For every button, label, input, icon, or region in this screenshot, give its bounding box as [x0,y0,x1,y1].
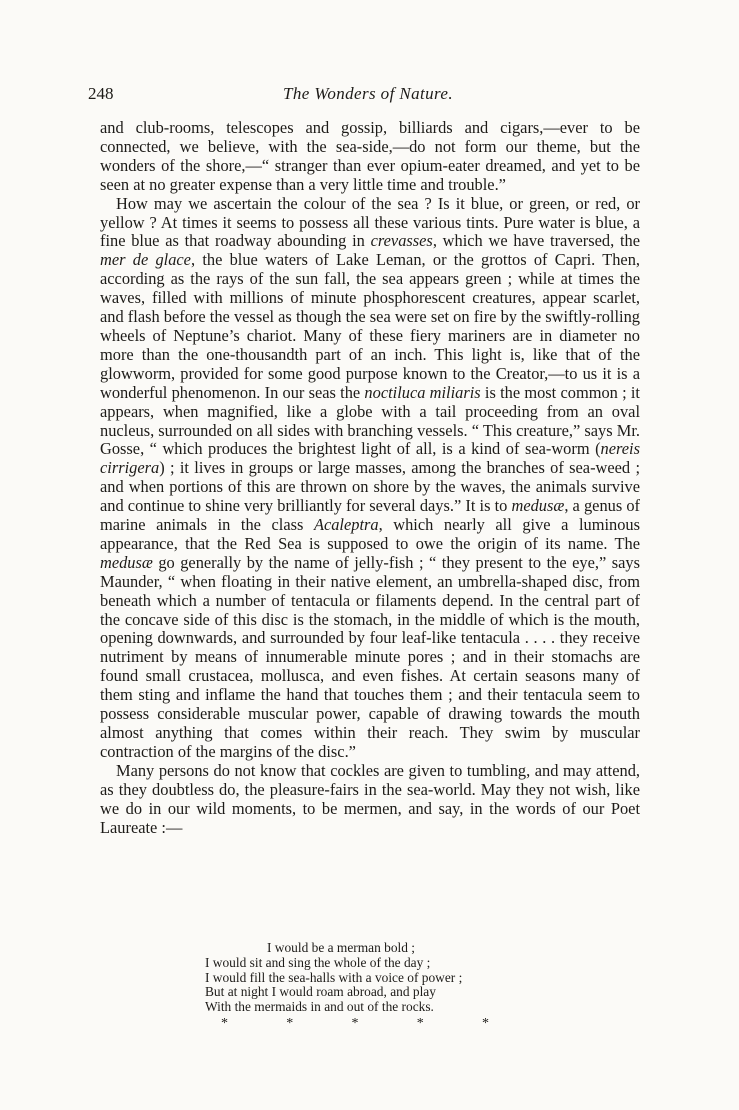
running-title: The Wonders of Nature. [283,84,453,103]
text-run: ) ; it lives in groups or large masses, among the branches of sea-weed ; and when portions of this are thrown on shore by the waves, the animals survive and continue to shine very brilliantly for several days.” It is to [100,458,640,516]
italic-term: nereis cirrigera [100,439,640,478]
text-run: go generally by the name of jelly-fish ; “ they present to the eye,” says Maunder, “ when floating in their native element, an umbrella-shaped disc, from beneath which a number of tentacula or filaments depend. In the central part of the concave side of this disc is the stomach, in the middle of which is the mouth, opening downwards, and surrounded by four leaf-like tentacula . . . . they receive nutriment by means of innumerable minute pores ; and in their stomachs are found small crustacea, mollusca, and even fishes. At certain seasons many of them sting and inflame the hand that touches them ; and their tentacula seem to possess considerable muscular power, capable of drawing towards the mouth almost anything that comes within their reach. They swim by muscular contraction of the margins of the disc.” [100,552,640,761]
italic-term: medusæ [100,552,153,572]
poem-line: I would fill the sea-halls with a voice of power ; [205,969,463,985]
text-run: , which nearly all give a luminous appearance, that the Red Sea is supposed to owe the origin of its name. The [100,515,640,553]
text-run: is the most common ; it appears, when magnified, like a globe with a tail proceeding from an oval nucleus, surrounded on all sides with branching vessels. “ This creature,” says Mr. Gosse, “ which produces the brightest light of all, is a kind of sea-worm ( [100,382,640,459]
italic-term: mer de glace [100,250,191,270]
text-run: and club-rooms, telescopes and gossip, billiards and cigars,—ever to be connected, we believe, with the sea-side,—do not form our theme, but the wonders of the shore,—“ stranger than ever opium-eater dreamed, and yet to be seen at no greater expense than a very little time and trouble.” [100,118,640,194]
paragraph [100,119,640,195]
star-mark: * [351,1016,359,1031]
page-header [88,84,648,106]
star-mark: * [482,1016,489,1031]
text-run: , the blue waters of Lake Leman, or the grottos of Capri. Then, according as the rays of the sun fall, the sea appears green ; while at times the waves, filled with millions of minute phosphorescent creatures, appear scarlet, and flash before the vessel as though the sea were set on fire by the swiftly-rolling wheels of Neptune’s chariot. Many of these fiery mariners are in diameter no more than the one-thousandth part of an inch. This light is, like that of the glowworm, provided for some good purpose known to the Creator,—to us it is a wonderful phenomenon. In our seas the [100,250,640,402]
italic-term: Acaleptra [313,515,379,535]
body-text [100,119,640,837]
italic-term: noctiluca miliaris [364,382,481,402]
poem-quotation [205,941,525,1015]
text-run: Many persons do not know that cockles are given to tumbling, and may attend, as they doubtless do, the pleasure-fairs in the sea-world. May they not wish, like we do in our wild moments, to be mermen, and say, in the words of our Poet Laureate :— [100,760,640,837]
text-run: , a genus of marine animals in the class [100,496,641,535]
star-mark: * [286,1016,294,1031]
italic-term: medusæ [511,496,565,516]
paragraph [100,195,640,762]
poem-line: But at night I would roam abroad, and play [205,984,436,1000]
paragraph [100,762,640,838]
poem-line: With the mermaids in and out of the rocks. [205,999,434,1015]
star-mark: * [221,1016,228,1031]
italic-term: crevasses [370,231,433,251]
text-run: , which we have traversed, the [432,231,640,251]
text-run: How may we ascertain the colour of the sea ? Is it blue, or green, or red, or yellow ? At times it seems to possess all these various tints. Pure water is blue, a fine blue as that roadway abounding in [100,193,640,251]
ellipsis-stars [221,1016,489,1032]
star-mark: * [416,1016,424,1031]
poem-line: I would be a merman bold ; [267,940,416,955]
page-number: 248 [88,84,114,103]
poem-line: I would sit and sing the whole of the day ; [205,954,431,970]
